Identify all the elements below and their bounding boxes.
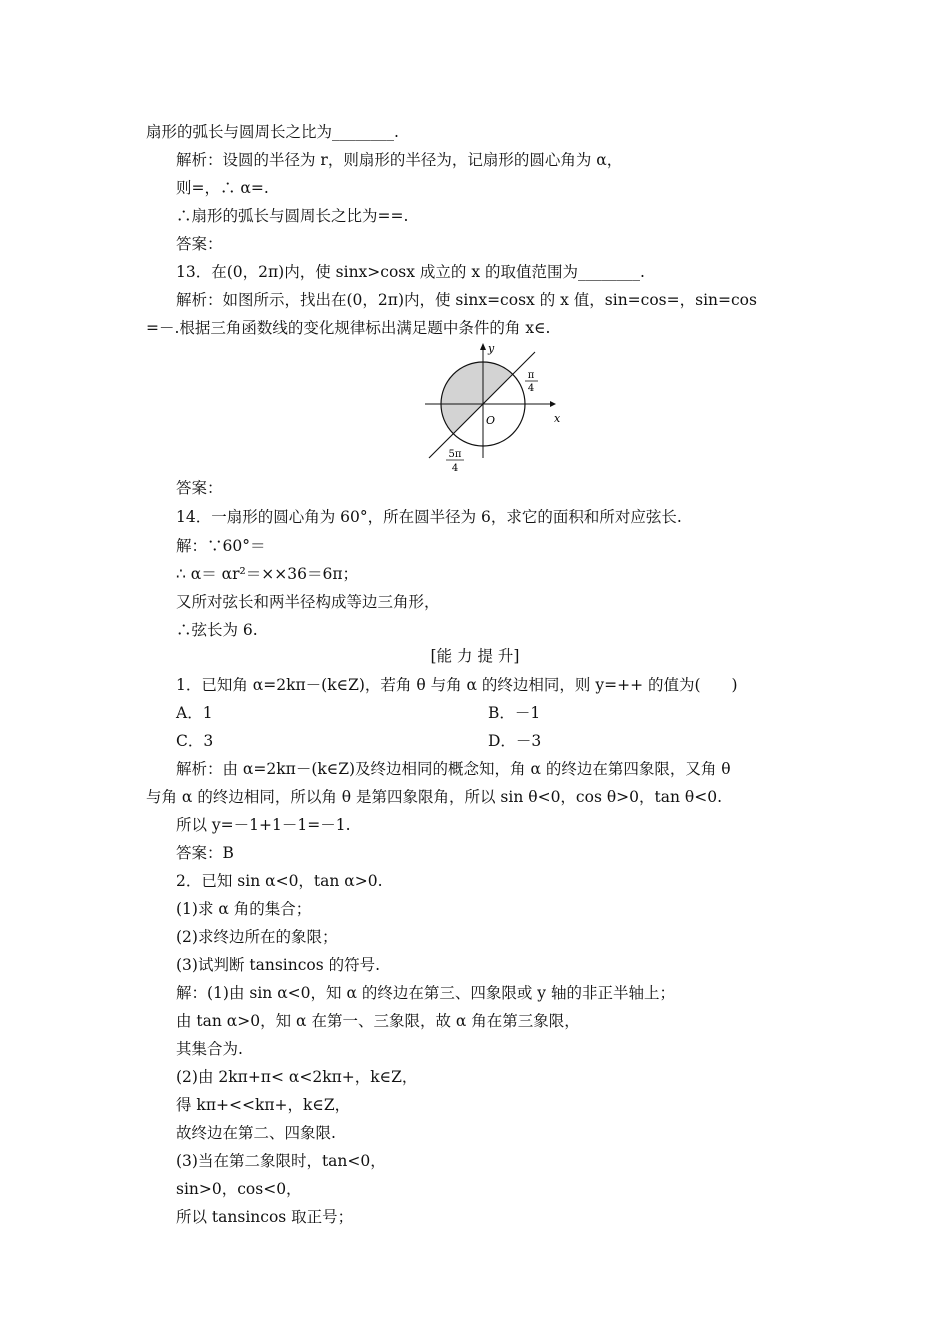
angle-label-denominator: 4: [527, 383, 535, 394]
text-line: 与角 α 的终边相同，所以角 θ 是第四象限角，所以 sin θ<0，cos θ>0，tan θ<0.: [146, 788, 722, 806]
text-line: 又所对弦长和两半径构成等边三角形，: [176, 593, 440, 611]
x-axis-label: x: [554, 412, 561, 425]
answer-label: 答案：: [176, 479, 223, 497]
text-line: ∴扇形的弧长与圆周长之比为==.: [176, 207, 409, 225]
text-line: sin>0，cos<0，: [176, 1180, 302, 1198]
unit-circle-diagram: [415, 340, 575, 475]
text-line: 所以 y=－1+1－1=－1.: [176, 816, 351, 834]
text-line: ∴弦长为 6.: [176, 621, 258, 639]
text-line: 解：∵60°＝: [176, 537, 266, 555]
text-line: 由 tan α>0，知 α 在第一、三象限，故 α 角在第三象限，: [176, 1012, 580, 1030]
option-b: B．－1: [488, 704, 541, 722]
shaded-region: [441, 362, 513, 434]
text-line: (2)求终边所在的象限；: [176, 928, 338, 946]
text-line: ∴ α＝ αr²＝××36＝6π；: [176, 565, 359, 583]
text-line: 解：(1)由 sin α<0，知 α 的终边在第三、四象限或 y 轴的非正半轴上；: [176, 984, 675, 1002]
question-14: 14．一扇形的圆心角为 60°，所在圆半径为 6，求它的面积和所对应弦长.: [176, 508, 682, 526]
text-line: 故终边在第二、四象限.: [176, 1124, 336, 1142]
text-line: 其集合为.: [176, 1040, 243, 1058]
text-line: 得 kπ+<<kπ+，k∈Z，: [176, 1096, 351, 1114]
option-c: C．3: [176, 732, 214, 750]
option-d: D．－3: [488, 732, 542, 750]
question-13: 13．在(0，2π)内，使 sinx>cosx 成立的 x 的取值范围为________.: [176, 263, 645, 281]
text-line: (3)试判断 tansincos 的符号.: [176, 956, 381, 974]
angle-label-numerator: π: [527, 370, 535, 381]
y-axis-label: y: [488, 342, 495, 355]
text-line: 所以 tansincos 取正号；: [176, 1208, 354, 1226]
origin-label: O: [486, 414, 496, 427]
x-axis-arrow: [550, 401, 556, 407]
option-a: A．1: [176, 704, 213, 722]
text-line: 扇形的弧长与圆周长之比为________.: [146, 123, 399, 141]
unit-circle-figure: [415, 340, 575, 475]
text-line: (2)由 2kπ+π< α<2kπ+，k∈Z，: [176, 1068, 418, 1086]
text-line: 解析：设圆的半径为 r，则扇形的半径为，记扇形的圆心角为 α，: [176, 151, 623, 169]
question-1: 1．已知角 α=2kπ－(k∈Z)，若角 θ 与角 α 的终边相同，则 y=++ 的值为( ): [176, 676, 738, 694]
text-line: (1)求 α 角的集合；: [176, 900, 312, 918]
text-line: =－.根据三角函数线的变化规律标出满足题中条件的角 x∈.: [146, 319, 551, 337]
answer-label: 答案：B: [176, 844, 234, 862]
text-line: 则=，∴ α=.: [176, 179, 269, 197]
angle-label-numerator: 5π: [448, 449, 462, 460]
question-2: 2．已知 sin α<0，tan α>0.: [176, 872, 383, 890]
answer-label: 答案：: [176, 235, 223, 253]
text-line: 解析：由 α=2kπ－(k∈Z)及终边相同的概念知，角 α 的终边在第四象限，又角 θ: [176, 760, 731, 778]
text-line: 解析：如图所示，找出在(0，2π)内，使 sinx=cosx 的 x 值，sin=cos=，sin=cos: [176, 291, 757, 309]
y-axis-arrow: [480, 343, 486, 350]
text-line: (3)当在第二象限时，tan<0，: [176, 1152, 386, 1170]
section-heading: [能 力 提 升]: [430, 647, 520, 665]
angle-label-denominator: 4: [451, 463, 459, 474]
